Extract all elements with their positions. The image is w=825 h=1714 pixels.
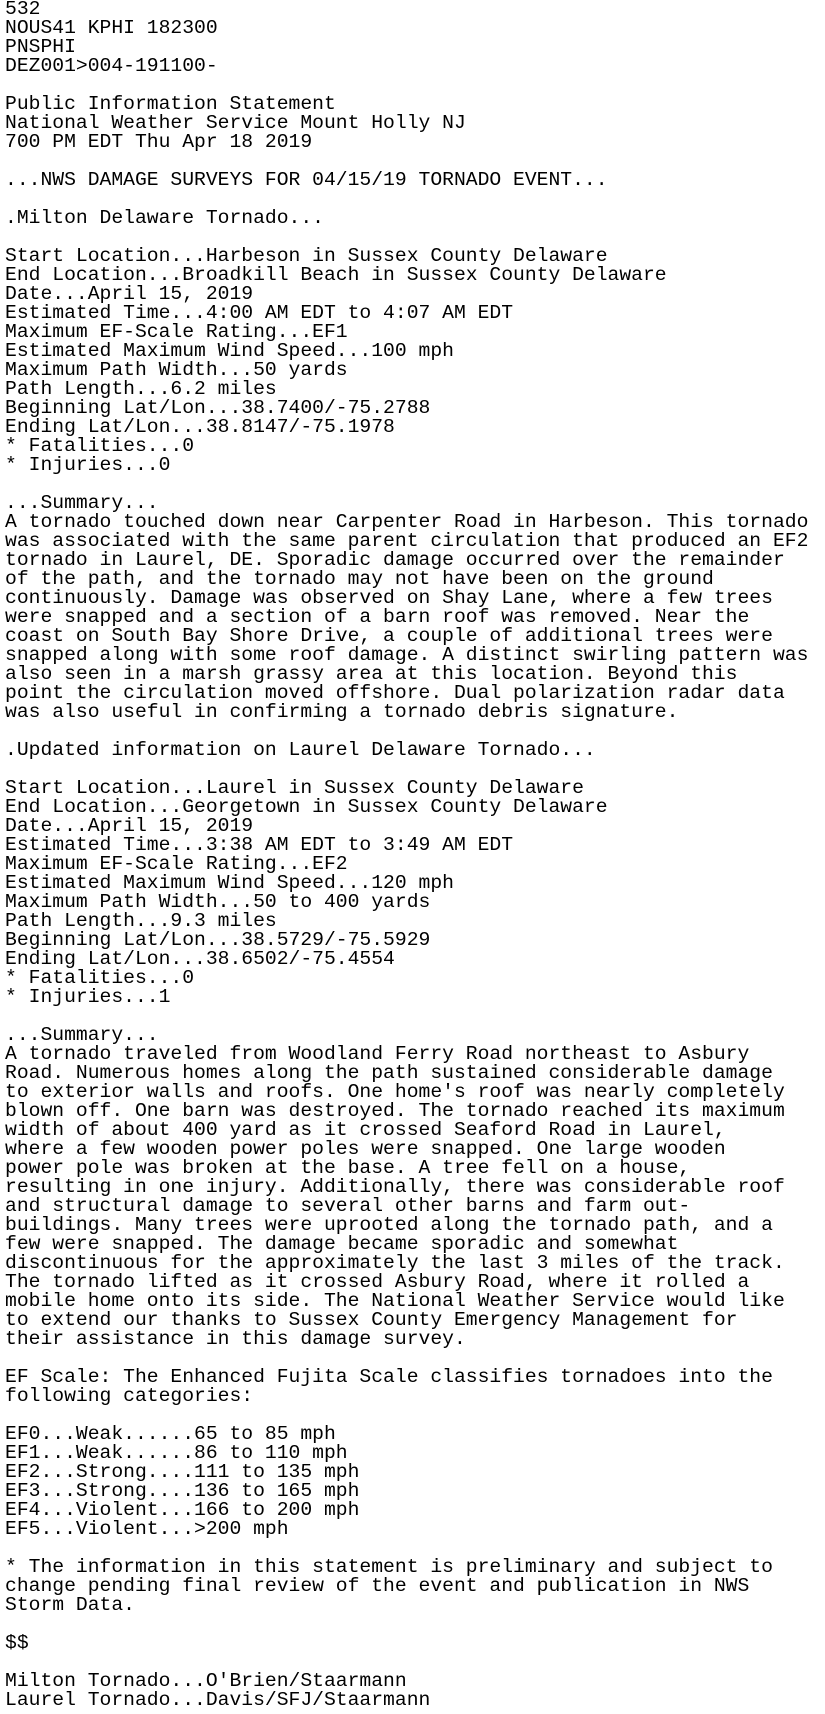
text-line: DEZ001>004-191100- (5, 55, 218, 77)
text-line: power pole was broken at the base. A tree fell on a house, (5, 1157, 691, 1179)
text-line: Date...April 15, 2019 (5, 815, 254, 837)
text-line: Laurel Tornado...Davis/SFJ/Staarmann (5, 1689, 431, 1711)
text-line: few were snapped. The damage became sporadic and somewhat (5, 1233, 679, 1255)
text-line: The tornado lifted as it crossed Asbury Road, where it rolled a (5, 1271, 750, 1293)
text-line: EF Scale: The Enhanced Fujita Scale classifies tornadoes into the (5, 1366, 773, 1388)
text-line: * Fatalities...0 (5, 435, 195, 457)
text-line: 700 PM EDT Thu Apr 18 2019 (5, 131, 313, 153)
text-line: Estimated Time...4:00 AM EDT to 4:07 AM EDT (5, 302, 514, 324)
text-line: their assistance in this damage survey. (5, 1328, 466, 1350)
text-line: Storm Data. (5, 1594, 135, 1616)
text-line: Maximum EF-Scale Rating...EF1 (5, 321, 348, 343)
text-line: EF4...Violent...166 to 200 mph (5, 1499, 360, 1521)
text-line: Beginning Lat/Lon...38.5729/-75.5929 (5, 929, 431, 951)
text-line: Milton Tornado...O'Brien/Staarmann (5, 1670, 407, 1692)
text-line: was associated with the same parent circulation that produced an EF2 (5, 530, 809, 552)
text-line: were snapped and a section of a barn roof was removed. Near the (5, 606, 750, 628)
text-line: blown off. One barn was destroyed. The tornado reached its maximum (5, 1100, 785, 1122)
text-line: ...NWS DAMAGE SURVEYS FOR 04/15/19 TORNADO EVENT... (5, 169, 608, 191)
text-line: tornado in Laurel, DE. Sporadic damage occurred over the remainder (5, 549, 785, 571)
text-line: following categories: (5, 1385, 254, 1407)
text-line: Maximum EF-Scale Rating...EF2 (5, 853, 348, 875)
text-line: EF1...Weak......86 to 110 mph (5, 1442, 348, 1464)
text-line: ...Summary... (5, 492, 159, 514)
text-line: snapped along with some roof damage. A distinct swirling pattern was (5, 644, 809, 666)
text-line: mobile home onto its side. The National Weather Service would like (5, 1290, 785, 1312)
text-line: A tornado touched down near Carpenter Road in Harbeson. This tornado (5, 511, 809, 533)
text-line: $$ (5, 1632, 29, 1654)
text-line: Maximum Path Width...50 to 400 yards (5, 891, 431, 913)
text-line: to exterior walls and roofs. One home's roof was nearly completely (5, 1081, 785, 1103)
text-line: Estimated Maximum Wind Speed...100 mph (5, 340, 454, 362)
text-line: A tornado traveled from Woodland Ferry Road northeast to Asbury (5, 1043, 750, 1065)
text-line: Maximum Path Width...50 yards (5, 359, 348, 381)
text-line: EF3...Strong....136 to 165 mph (5, 1480, 360, 1502)
text-line: change pending final review of the event and publication in NWS (5, 1575, 750, 1597)
text-line: Ending Lat/Lon...38.6502/-75.4554 (5, 948, 395, 970)
text-line: buildings. Many trees were uprooted along the tornado path, and a (5, 1214, 773, 1236)
text-line: was also useful in confirming a tornado debris signature. (5, 701, 679, 723)
text-line: End Location...Broadkill Beach in Sussex County Delaware (5, 264, 667, 286)
text-line: ...Summary... (5, 1024, 159, 1046)
text-line: 532 (5, 0, 41, 20)
text-line: coast on South Bay Shore Drive, a couple of additional trees were (5, 625, 773, 647)
text-line: End Location...Georgetown in Sussex County Delaware (5, 796, 608, 818)
text-line: Date...April 15, 2019 (5, 283, 254, 305)
text-line: where a few wooden power poles were snapped. One large wooden (5, 1138, 726, 1160)
text-line: .Updated information on Laurel Delaware Tornado... (5, 739, 596, 761)
text-line: PNSPHI (5, 36, 76, 58)
text-line: Start Location...Harbeson in Sussex County Delaware (5, 245, 608, 267)
text-line: EF0...Weak......65 to 85 mph (5, 1423, 336, 1445)
text-line: Estimated Maximum Wind Speed...120 mph (5, 872, 454, 894)
text-line: Beginning Lat/Lon...38.7400/-75.2788 (5, 397, 431, 419)
text-line: Road. Numerous homes along the path sustained considerable damage (5, 1062, 773, 1084)
text-line: continuously. Damage was observed on Shay Lane, where a few trees (5, 587, 773, 609)
text-line: National Weather Service Mount Holly NJ (5, 112, 466, 134)
text-line: of the path, and the tornado may not have been on the ground (5, 568, 714, 590)
text-line: Path Length...6.2 miles (5, 378, 277, 400)
text-line: to extend our thanks to Sussex County Emergency Management for (5, 1309, 738, 1331)
blank-line (5, 1615, 825, 1634)
text-line: EF2...Strong....111 to 135 mph (5, 1461, 360, 1483)
text-line: Start Location...Laurel in Sussex County Delaware (5, 777, 584, 799)
text-line: * The information in this statement is preliminary and subject to (5, 1556, 773, 1578)
text-line: NOUS41 KPHI 182300 (5, 17, 218, 39)
text-line: * Fatalities...0 (5, 967, 195, 989)
text-line: width of about 400 yard as it crossed Seaford Road in Laurel, (5, 1119, 726, 1141)
text-line: Public Information Statement (5, 93, 336, 115)
text-line: and structural damage to several other barns and farm out- (5, 1195, 691, 1217)
text-line: discontinuous for the approximately the last 3 miles of the track. (5, 1252, 785, 1274)
text-line: EF5...Violent...>200 mph (5, 1518, 289, 1540)
text-line: .Milton Delaware Tornado... (5, 207, 324, 229)
text-line: also seen in a marsh grassy area at this location. Beyond this (5, 663, 738, 685)
text-line: * Injuries...1 (5, 986, 171, 1008)
text-line: Ending Lat/Lon...38.8147/-75.1978 (5, 416, 395, 438)
text-line: Path Length...9.3 miles (5, 910, 277, 932)
text-line: Estimated Time...3:38 AM EDT to 3:49 AM EDT (5, 834, 514, 856)
text-line: * Injuries...0 (5, 454, 171, 476)
text-line: resulting in one injury. Additionally, there was considerable roof (5, 1176, 785, 1198)
text-line: point the circulation moved offshore. Dual polarization radar data (5, 682, 785, 704)
